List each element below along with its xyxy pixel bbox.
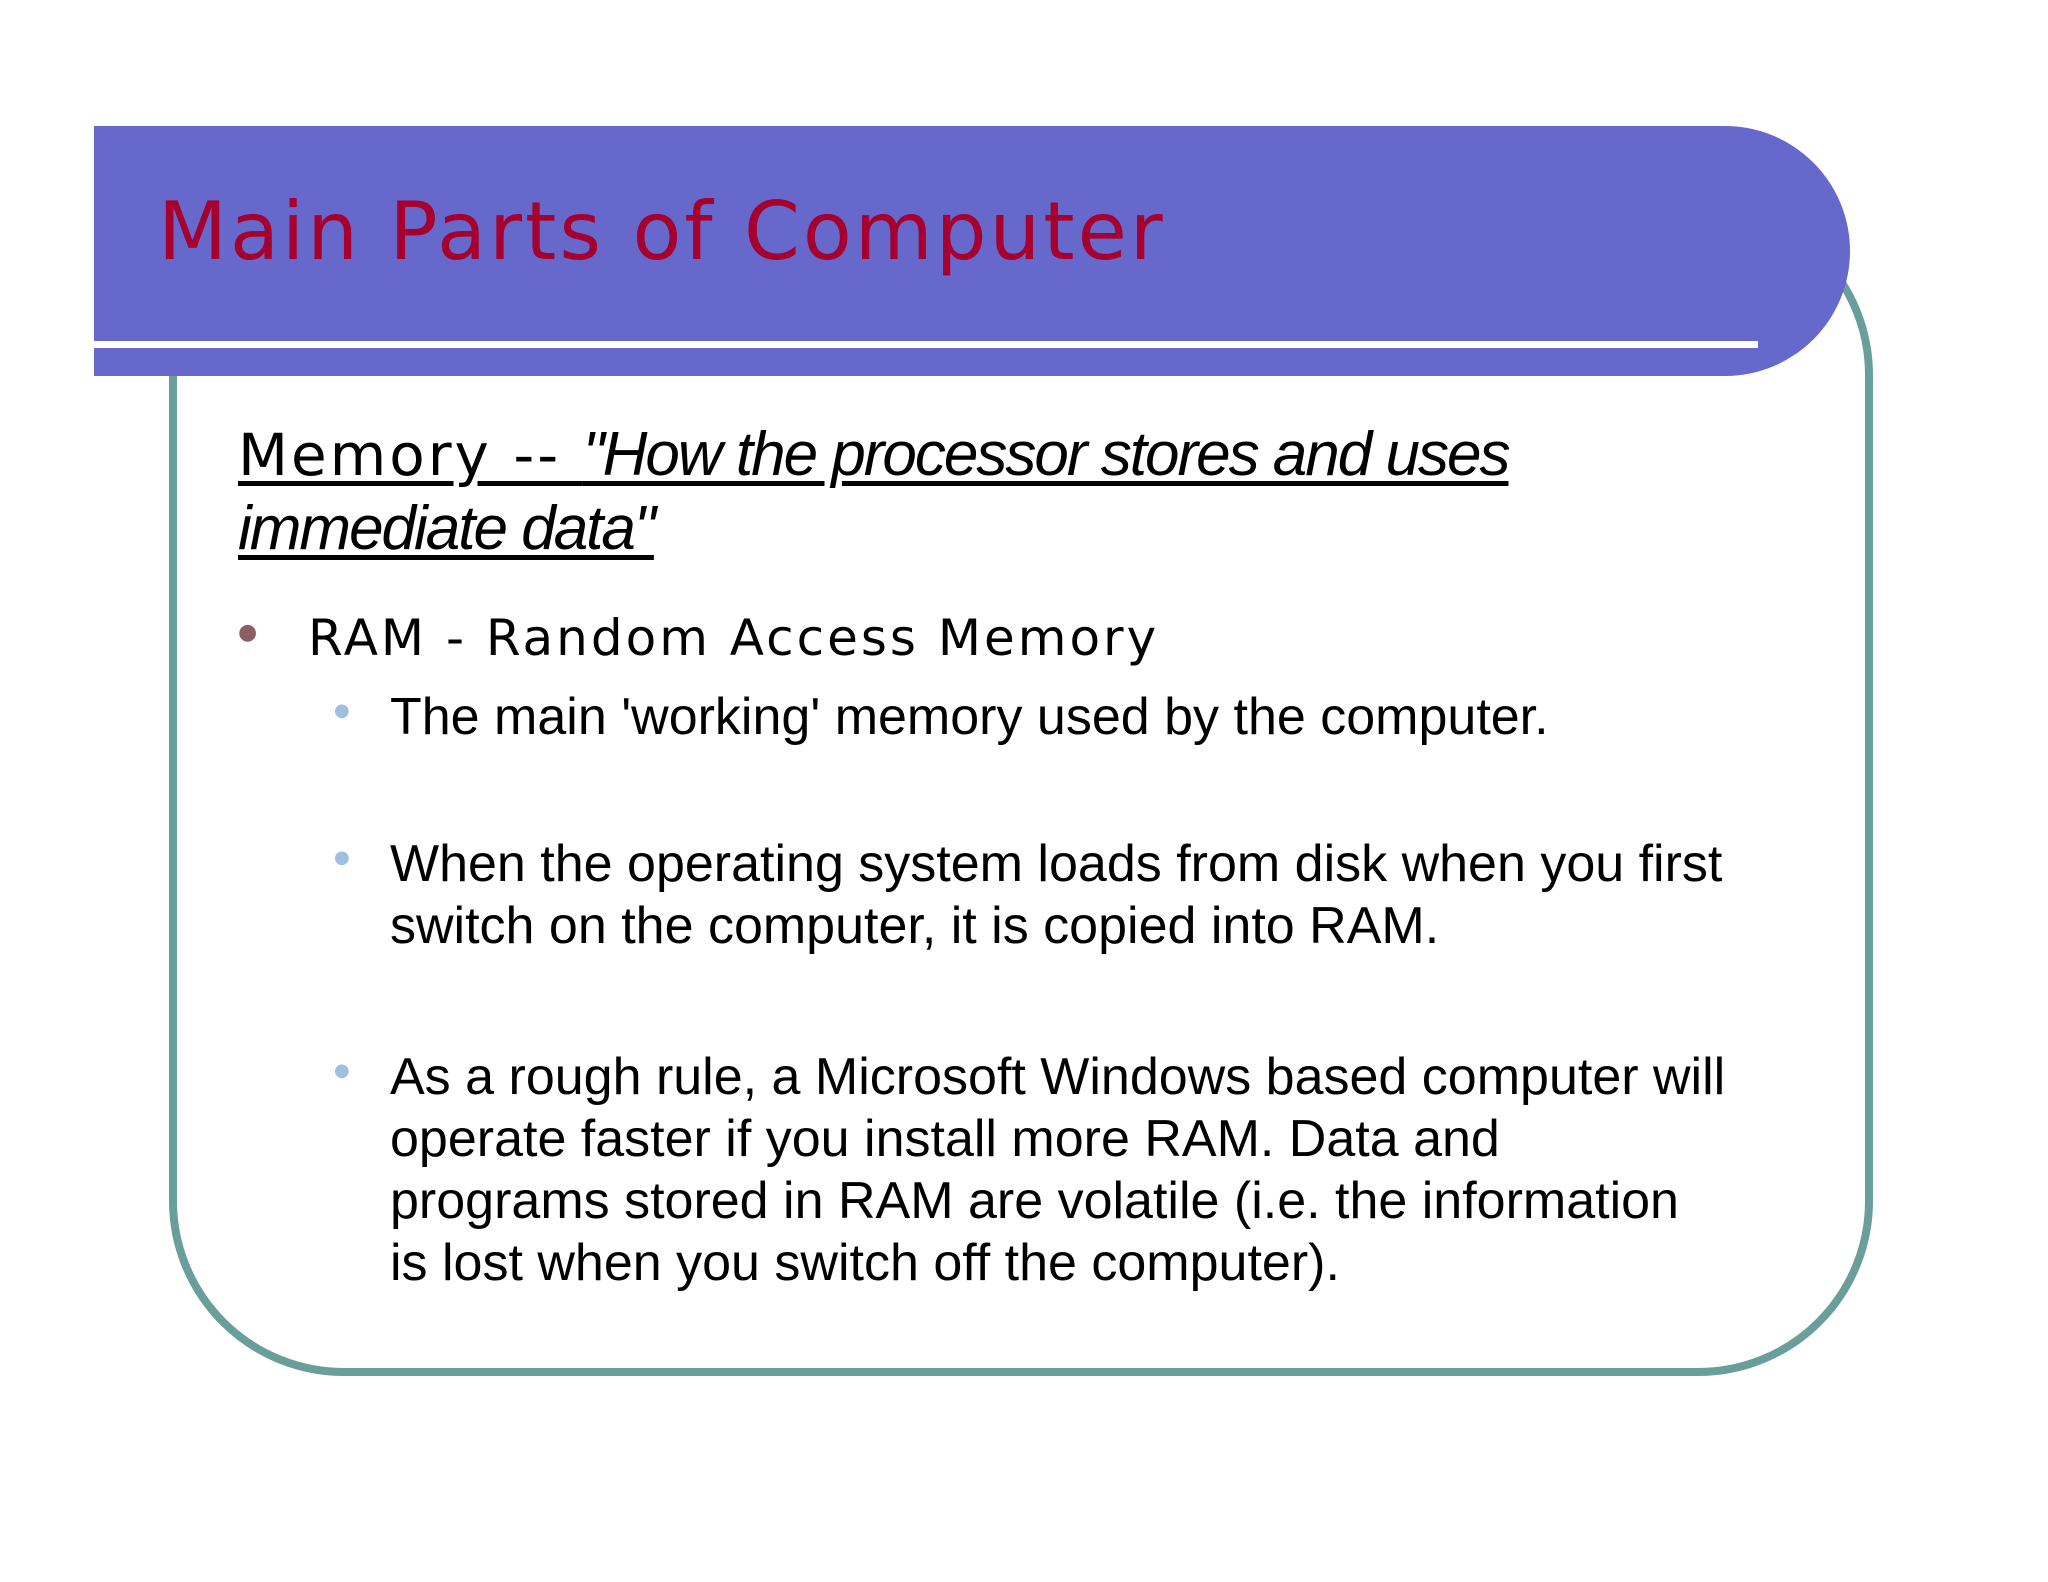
sub-bullet-dot-icon: ● (334, 700, 350, 721)
section-heading-quote: "How the processor stores and uses immediate data" (238, 420, 1509, 563)
title-divider (94, 341, 1758, 348)
sub-bullet-2-text: When the operating system loads from disk when you first switch on the computer, it is copied into RAM. (390, 835, 1723, 955)
slide-content (238, 418, 1738, 1292)
sub-bullet-dot-icon: ● (334, 847, 350, 868)
sub-bullet-3-text: As a rough rule, a Microsoft Windows based computer will operate faster if you install more RAM. Data and programs stored in RAM are volatile (i.e. the information is lost when you switch off the computer). (390, 1048, 1726, 1292)
sub-bullet-dot-icon: ● (334, 1060, 350, 1081)
section-heading-lead: Memory -- (238, 421, 583, 489)
section-heading (238, 418, 1738, 566)
bullet-dot-icon: ● (238, 620, 258, 645)
bullet-ram-label: RAM - Random Access Memory (308, 609, 1160, 667)
slide-title: Main Parts of Computer (158, 185, 1166, 278)
sub-bullet-1-text: The main 'working' memory used by the computer. (390, 688, 1549, 746)
